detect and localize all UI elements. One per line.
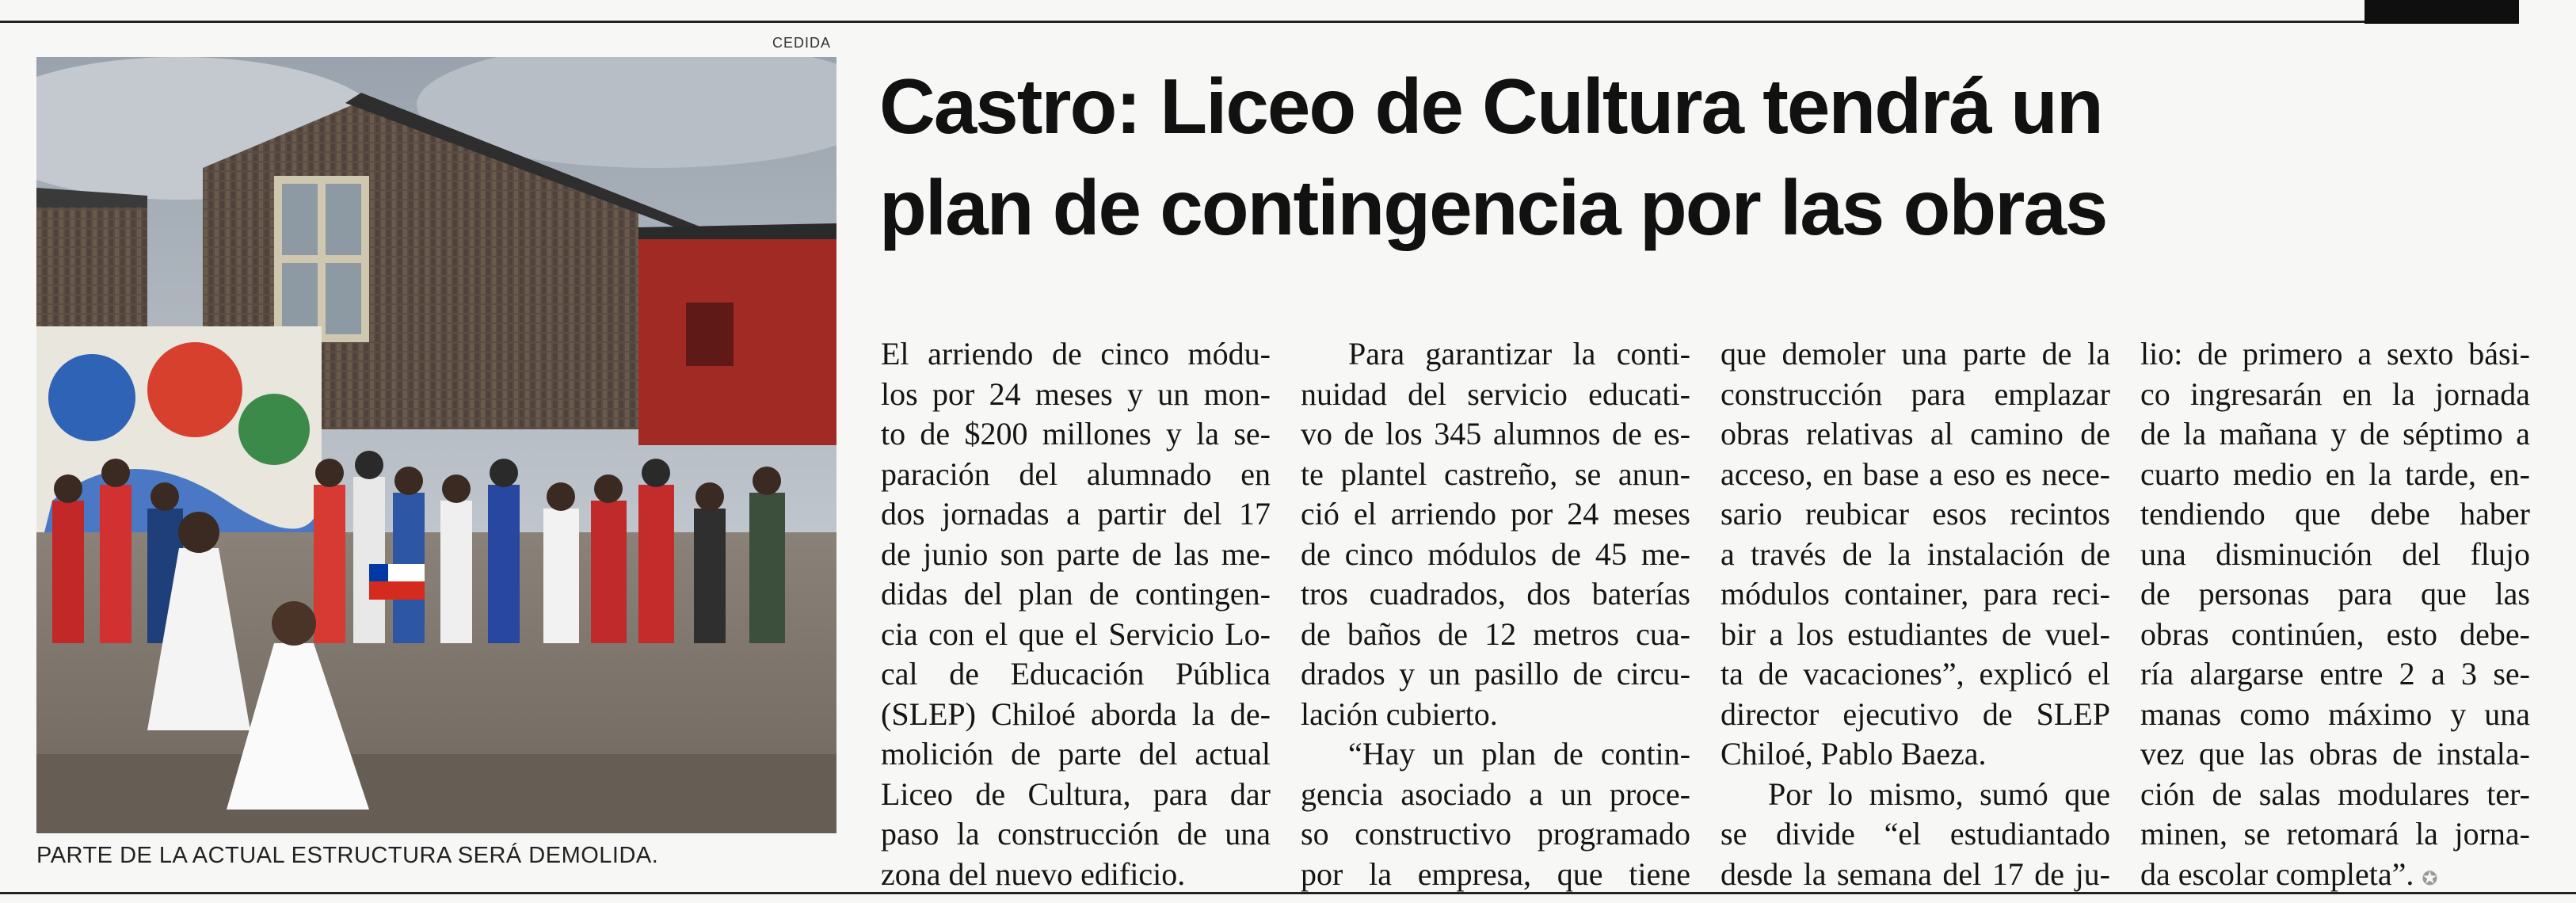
text-line: de cinco módulos de 45 me- [1301, 535, 1690, 572]
article-column-4 [2140, 334, 2530, 898]
text-line: vo de los 345 alumnos de es- [1301, 416, 1690, 452]
headline-line-2: plan de contingencia por las obras [879, 164, 2107, 251]
bottom-rule [0, 892, 2576, 894]
text-line: se divide “el estudiantado [1721, 816, 2110, 852]
text-line: ción de salas modulares ter- [2140, 775, 2530, 812]
text-line: que demoler una parte de la [1721, 336, 2110, 371]
text-line: El arriendo de cinco módu- [881, 336, 1271, 371]
text-line: acceso, en base a eso es nece- [1721, 455, 2110, 492]
text-line: paso la construcción de una [881, 816, 1271, 852]
text-line: (SLEP) Chiloé aborda la de- [881, 695, 1271, 732]
text-line: didas del plan de contingen- [881, 576, 1271, 612]
text-line: Liceo de Cultura, para dar [881, 775, 1271, 812]
text-line: minen, se retomará la jorna- [2140, 816, 2530, 852]
text-line: vez que las obras de instala- [2140, 736, 2530, 772]
text-line: obras relativas al camino de [1721, 416, 2110, 452]
top-rule [0, 21, 2365, 23]
text-line: paración del alumnado en [881, 455, 1271, 492]
text-line: ció el arriendo por 24 meses [1301, 496, 1690, 532]
article-photo [36, 57, 836, 833]
headline-line-1: Castro: Liceo de Cultura tendrá un [879, 63, 2102, 150]
text-line: tros cuadrados, dos baterías [1301, 576, 1690, 612]
text-line: por la empresa, que tiene [1301, 855, 1690, 892]
text-line: dos jornadas a partir del 17 [881, 496, 1271, 532]
text-line: cal de Educación Pública [881, 656, 1271, 692]
text-line: to de $200 millones y la se- [881, 416, 1271, 452]
text-line: de personas para que las [2140, 576, 2530, 612]
text-line: co ingresarán en la jornada [2140, 375, 2530, 412]
text-line: módulos container, para reci- [1721, 576, 2110, 612]
section-tab [2365, 0, 2519, 24]
text-line: tendiendo que debe haber [2140, 496, 2530, 532]
photo-credit: CEDIDA [772, 35, 832, 51]
text-line: bir a los estudiantes de vuel- [1721, 615, 2110, 652]
text-line: lación cubierto. [1301, 695, 1498, 732]
text-line: Chiloé, Pablo Baeza. [1721, 736, 1987, 772]
text-line: Por lo mismo, sumó que [1768, 775, 2110, 812]
article-column-2 [1301, 334, 1690, 894]
text-line: “Hay un plan de contin- [1348, 736, 1690, 772]
text-line: cuarto medio en la tarde, en- [2140, 455, 2530, 492]
text-line: una disminución del flujo [2140, 535, 2530, 572]
headline [879, 55, 2527, 258]
text-line: ría alargarse entre 2 a 3 se- [2140, 656, 2530, 692]
text-line: Para garantizar la conti- [1348, 336, 1690, 371]
text-line: ta de vacaciones”, explicó el [1721, 656, 2110, 692]
end-of-article-icon: ✪ [2422, 867, 2438, 890]
text-line: los por 24 meses y un mon- [881, 375, 1271, 412]
text-line: de junio son parte de las me- [881, 535, 1271, 572]
article-column-3 [1721, 334, 2110, 894]
article-column-1 [881, 334, 1271, 894]
text-line: zona del nuevo edificio. [881, 855, 1186, 892]
text-line: so constructivo programado [1301, 816, 1690, 852]
text-line: cia con el que el Servicio Lo- [881, 615, 1271, 652]
text-line: te plantel castreño, se anun- [1301, 455, 1690, 492]
text-line: director ejecutivo de SLEP [1721, 695, 2110, 732]
text-line: sario reubicar esos recintos [1721, 496, 2110, 532]
text-line: da escolar completa”. [2140, 855, 2414, 892]
text-line: a través de la instalación de [1721, 535, 2110, 572]
text-line: desde la semana del 17 de ju- [1721, 855, 2110, 892]
text-line: drados y un pasillo de circu- [1301, 656, 1690, 692]
text-line: obras continúen, esto debe- [2140, 615, 2530, 652]
text-line: manas como máximo y una [2140, 695, 2530, 732]
text-line: de baños de 12 metros cua- [1301, 615, 1690, 652]
text-line: lio: de primero a sexto bási- [2140, 336, 2530, 371]
photo-caption: PARTE DE LA ACTUAL ESTRUCTURA SERÁ DEMOLIDA. [36, 843, 659, 868]
text-line: construcción para emplazar [1721, 375, 2110, 412]
text-line: de la mañana y de séptimo a [2140, 416, 2530, 452]
text-line: molición de parte del actual [881, 736, 1271, 772]
text-line: nuidad del servicio educati- [1301, 375, 1690, 412]
text-line: gencia asociado a un proce- [1301, 775, 1690, 812]
photo-illustration [36, 57, 836, 833]
